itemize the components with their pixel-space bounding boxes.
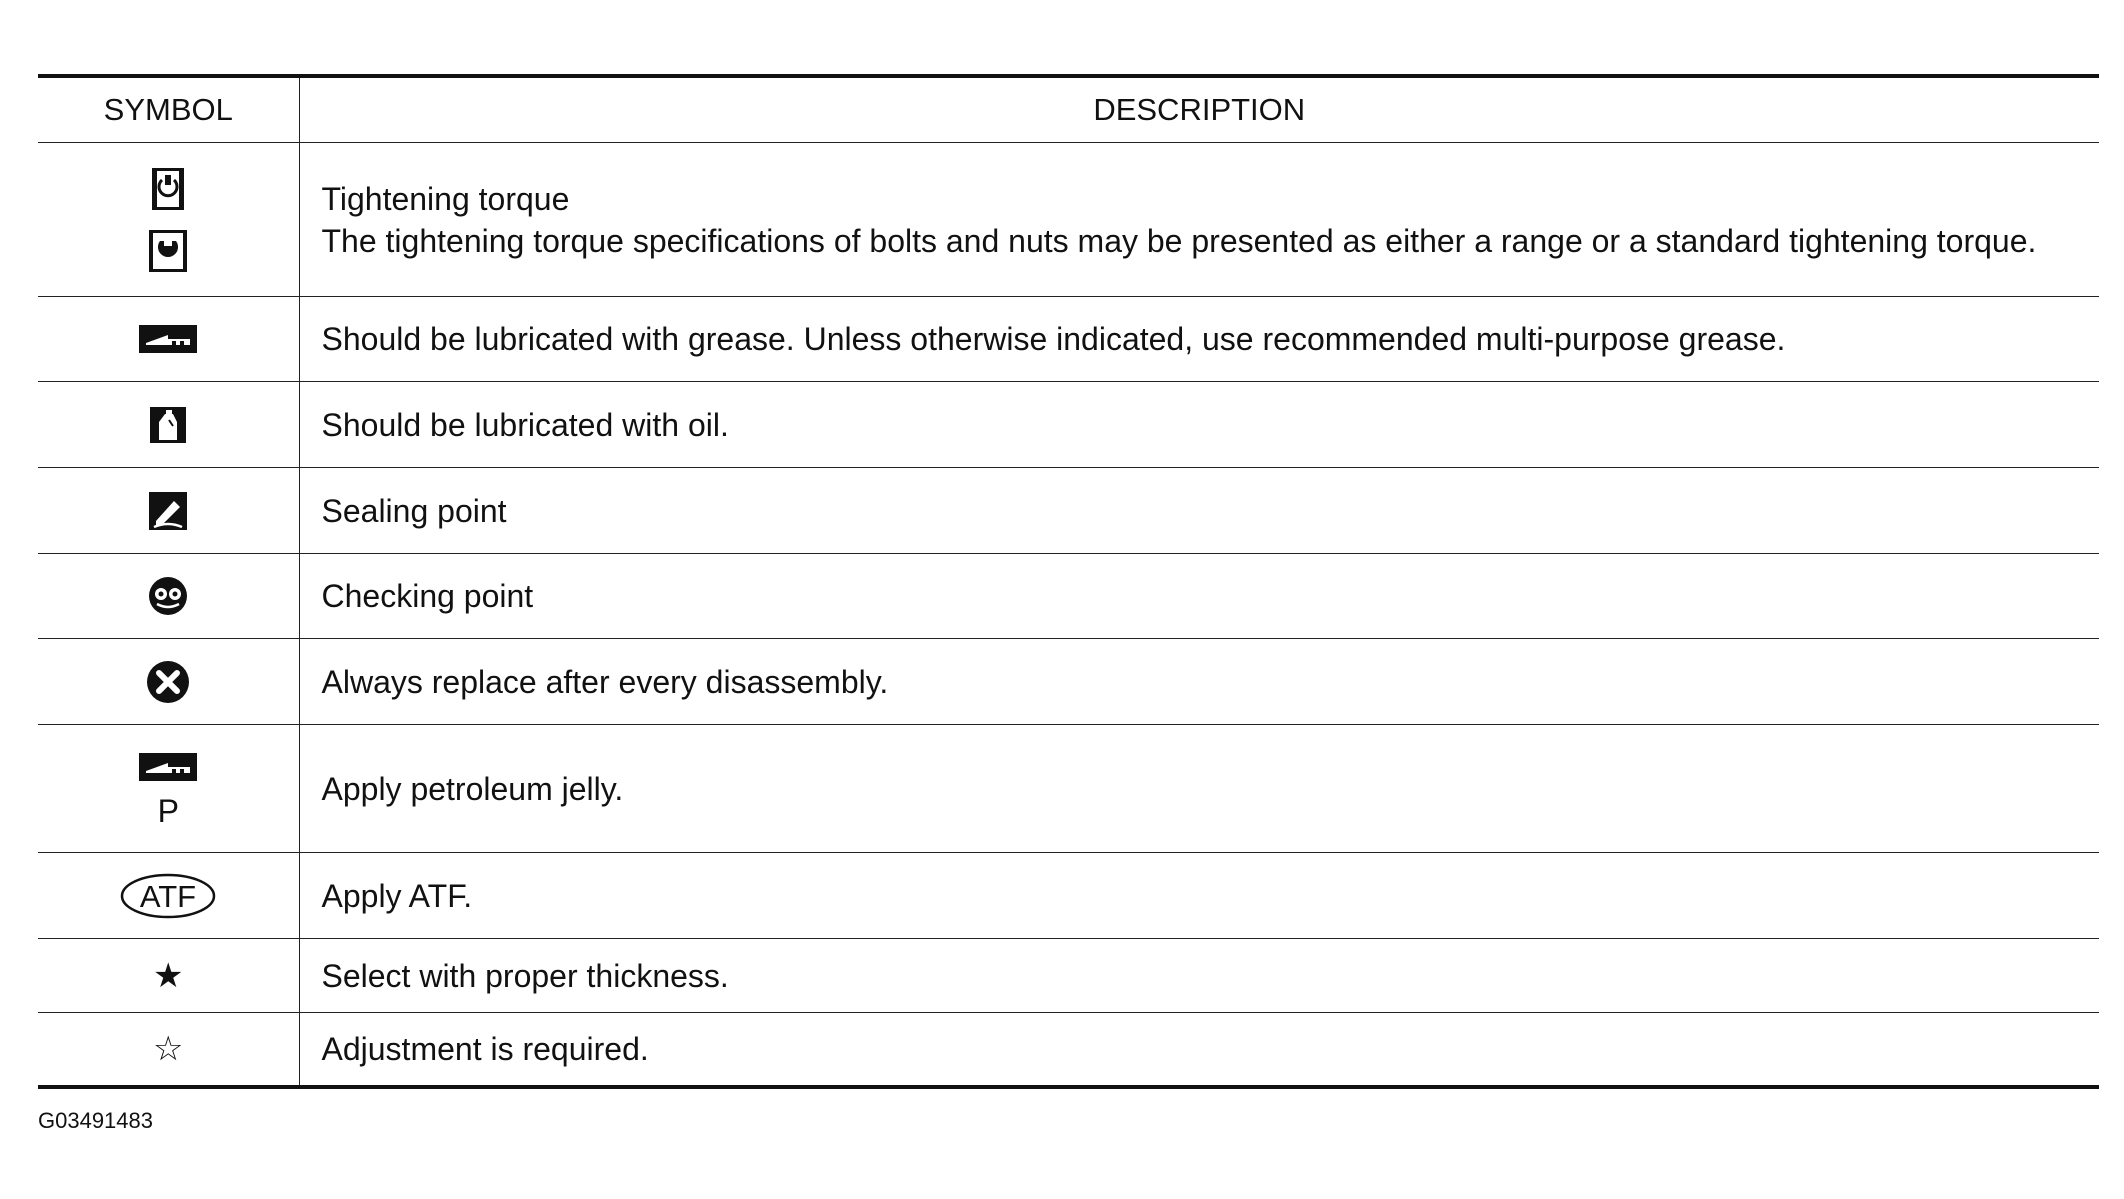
symbol-cell [38,468,299,554]
row-description: Checking point [321,578,534,614]
symbol-cell [38,554,299,639]
grease-icon [138,751,198,783]
sealing-point-icon [148,491,188,531]
description-cell [299,1013,2099,1087]
symbol-cell [38,143,299,297]
symbol-description-table [38,74,2099,1089]
replace-x-icon [146,660,190,704]
row-description: Should be lubricated with grease. Unless otherwise indicated, use recommended multi-purpose grease. [321,321,1786,357]
description-cell [299,939,2099,1013]
grease-icon [138,323,198,355]
oil-can-icon [149,406,187,444]
torque-standard-icon [148,229,188,273]
row-description: Always replace after every disassembly. [321,663,889,700]
description-cell [299,725,2099,853]
description-cell [299,382,2099,468]
table-row [38,382,2099,468]
table-row [38,853,2099,939]
table-row [38,639,2099,725]
description-cell [299,853,2099,939]
table-row [38,468,2099,554]
description-column-header: DESCRIPTION [299,76,2099,143]
atf-oval-icon [120,872,216,920]
row-description: Apply ATF. [321,877,473,914]
description-cell [299,639,2099,725]
symbol-cell [38,297,299,382]
description-cell [299,468,2099,554]
row-description: Adjustment is required. [321,1030,649,1067]
table-header-row [38,76,2099,143]
table-row [38,297,2099,382]
row-title: Tightening torque [321,180,570,217]
petroleum-jelly-letter: P [157,792,179,829]
symbol-cell [38,639,299,725]
table-row [38,725,2099,853]
description-cell [299,297,2099,382]
checking-point-icon [147,576,189,616]
row-description: Sealing point [321,492,507,529]
torque-range-icon [151,167,185,211]
row-description: Should be lubricated with oil. [321,406,729,443]
filled-star-icon: ★ [153,955,184,996]
symbol-cell [38,1013,299,1087]
symbol-cell [38,725,299,853]
symbol-cell [38,382,299,468]
description-cell [299,143,2099,297]
symbol-cell [38,939,299,1013]
symbol-column-header: SYMBOL [38,76,299,143]
row-description: Apply petroleum jelly. [321,770,624,807]
atf-label: ATF [140,878,197,914]
symbol-cell [38,853,299,939]
outline-star-icon: ☆ [153,1028,184,1069]
table-row [38,554,2099,639]
row-description: Select with proper thickness. [321,957,729,994]
table-row [38,143,2099,297]
row-description: The tightening torque specifications of bolts and nuts may be presented as either a range or a standard tightening torque. [321,222,2037,259]
figure-code: G03491483 [38,1108,153,1133]
description-cell [299,554,2099,639]
table-row [38,1013,2099,1087]
table-row [38,939,2099,1013]
